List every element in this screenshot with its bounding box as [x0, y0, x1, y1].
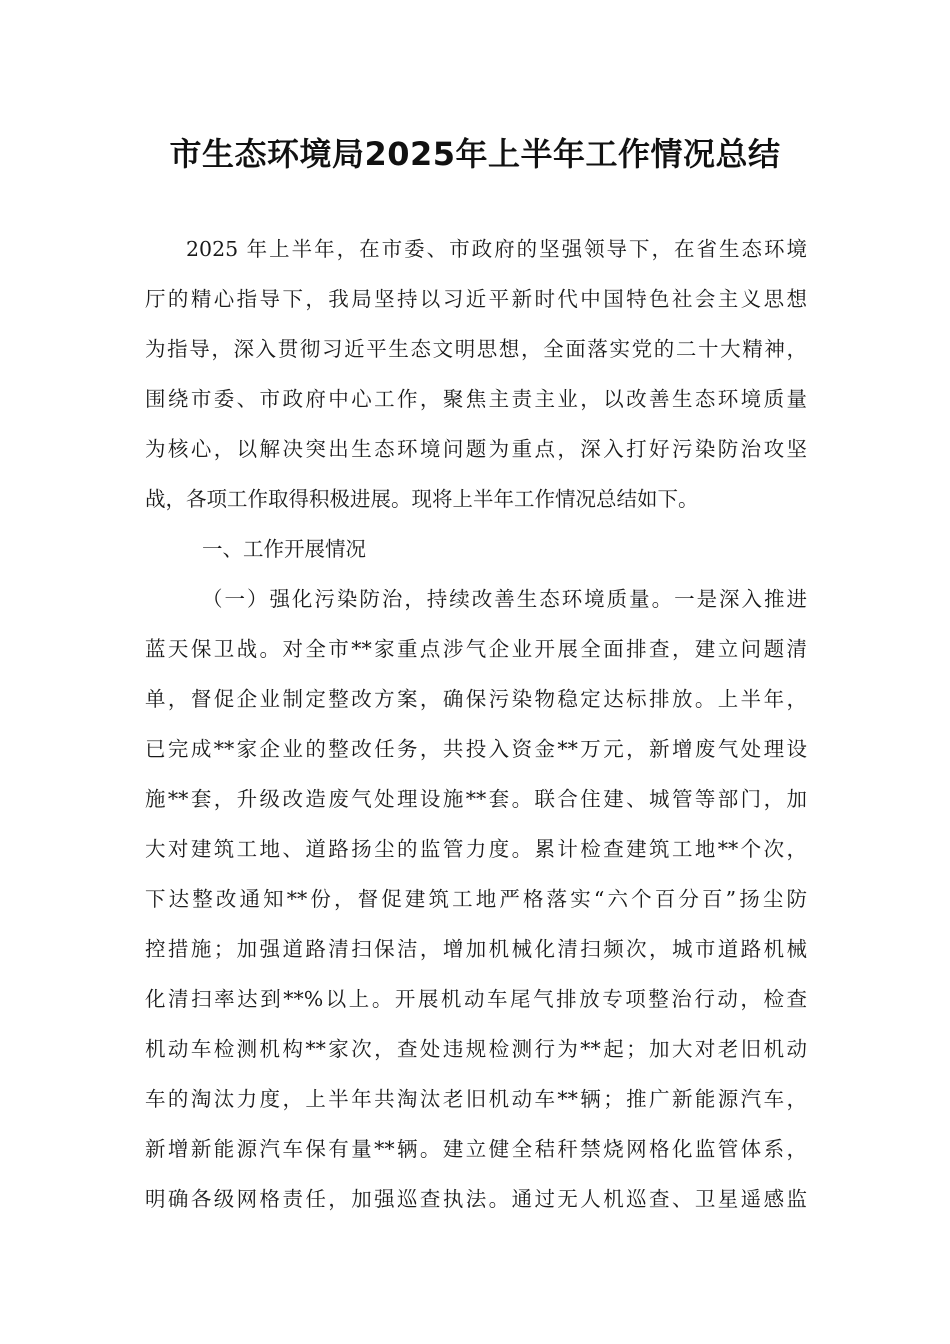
paragraph-line: 为核心，以解决突出生态环境问题为重点，深入打好污染防治攻坚	[145, 437, 807, 461]
paragraph-line: 围绕市委、市政府中心工作，聚焦主责主业，以改善生态环境质量	[145, 387, 807, 411]
paragraph-line: 施**套，升级改造废气处理设施**套。联合住建、城管等部门，加	[145, 787, 807, 811]
paragraph-line: 化清扫率达到**%以上。开展机动车尾气排放专项整治行动，检查	[145, 987, 807, 1011]
section-heading	[145, 524, 807, 574]
paragraph-line: （一）强化污染防治，持续改善生态环境质量。一是深入推进	[202, 587, 807, 611]
paragraph-line: 蓝天保卫战。对全市**家重点涉气企业开展全面排查，建立问题清	[145, 637, 807, 661]
section-paragraph	[145, 574, 807, 1224]
paragraph-line: 大对建筑工地、道路扬尘的监管力度。累计检查建筑工地**个次，	[145, 837, 807, 861]
paragraph-line: 战，各项工作取得积极进展。现将上半年工作情况总结如下。	[145, 487, 699, 511]
paragraph-line: 下达整改通知**份，督促建筑工地严格落实“六个百分百”扬尘防	[145, 887, 807, 911]
paragraph-line: 新增新能源汽车保有量**辆。建立健全秸秆禁烧网格化监管体系，	[145, 1137, 807, 1161]
paragraph-line: 2025 年上半年，在市委、市政府的坚强领导下，在省生态环境	[186, 237, 807, 261]
intro-paragraph	[145, 224, 807, 524]
paragraph-line: 机动车检测机构**家次，查处违规检测行为**起；加大对老旧机动	[145, 1037, 807, 1061]
paragraph-line: 为指导，深入贯彻习近平生态文明思想，全面落实党的二十大精神，	[145, 337, 807, 361]
section-heading-text: 一、工作开展情况	[202, 537, 366, 561]
paragraph-line: 单，督促企业制定整改方案，确保污染物稳定达标排放。上半年，	[145, 687, 807, 711]
paragraph-line: 车的淘汰力度，上半年共淘汰老旧机动车**辆；推广新能源汽车，	[145, 1087, 807, 1111]
paragraph-line: 明确各级网格责任，加强巡查执法。通过无人机巡查、卫星遥感监	[145, 1187, 807, 1211]
paragraph-line: 已完成**家企业的整改任务，共投入资金**万元，新增废气处理设	[145, 737, 807, 761]
document-title: 市生态环境局2025年上半年工作情况总结	[169, 135, 781, 173]
paragraph-line: 控措施；加强道路清扫保洁，增加机械化清扫频次，城市道路机械	[145, 937, 807, 961]
paragraph-line: 厅的精心指导下，我局坚持以习近平新时代中国特色社会主义思想	[145, 287, 807, 311]
